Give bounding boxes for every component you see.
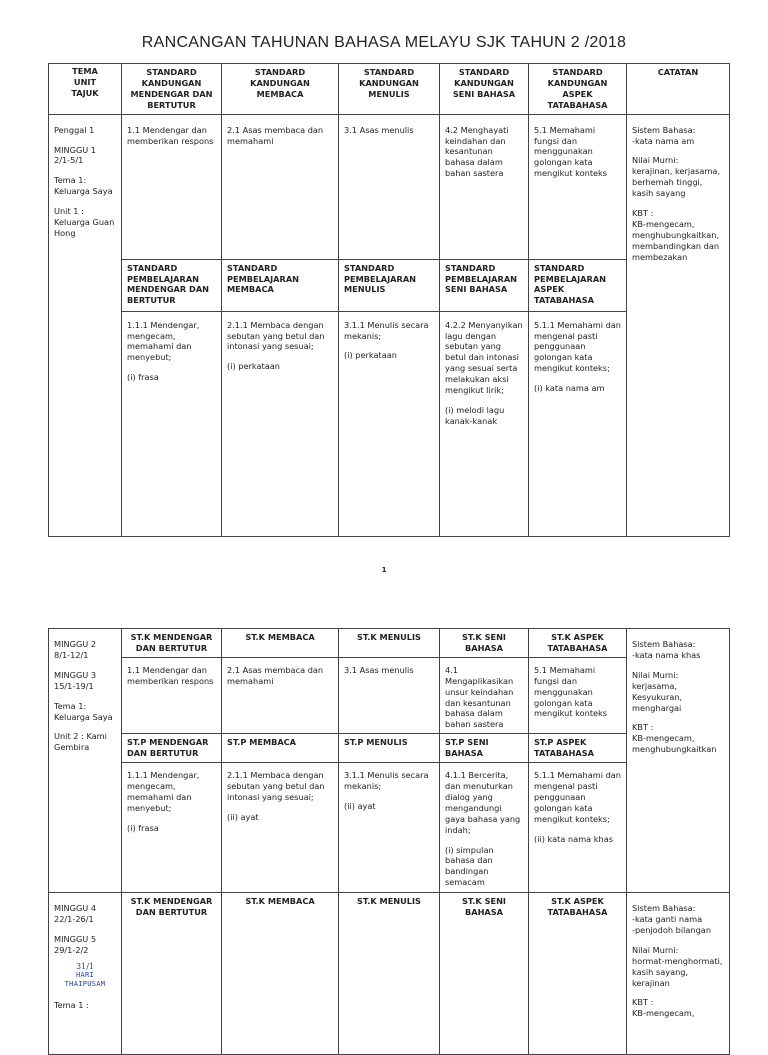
minggu-date: 2/1-5/1 [54, 155, 84, 166]
sp-seni-bahasa [440, 311, 529, 536]
sp-header-membaca: STANDARD PEMBELAJARAN MEMBACA [222, 259, 339, 311]
table-week-1 [48, 63, 730, 537]
sk-tatabahasa: 5.1 Memahami fungsi dan menggunakan golongan kata mengikut konteks [529, 114, 627, 259]
sp-text: 4.2.2 Menyanyikan lagu dengan sebutan yang betul dan intonasi yang sesuai serta melakukan aksi mengikut lirik; [445, 319, 523, 396]
holiday-note [54, 962, 116, 988]
penggal-label: Penggal 1 [54, 124, 95, 135]
minggu-2-date: 8/1-12/1 [54, 649, 89, 660]
stk-mendengar: 1.1 Mendengar dan memberikan respons [122, 657, 222, 733]
tema-label: Tema 1: Keluarga Saya [54, 175, 113, 197]
stk-header-row [49, 629, 730, 658]
catatan-kbt-label: KBT : [632, 208, 654, 219]
sp-header-seni-bahasa: STANDARD PEMBELAJARAN SENI BAHASA [440, 259, 529, 311]
sk-content-row [49, 114, 730, 259]
stk-header-mendengar: ST.K MENDENGAR DAN BERTUTUR [122, 629, 222, 658]
stk-header-menulis: ST.K MENULIS [339, 893, 440, 1055]
sp-text: 1.1.1 Mendengar, mengecam, memahami dan menyebut; [127, 770, 200, 813]
catatan-sistem-label: Sistem Bahasa: [632, 124, 696, 135]
sk-seni-bahasa: 4.2 Menghayati keindahan dan kesantunan bahasa dalam bahan sastera [440, 114, 529, 259]
stp-header-seni-bahasa: ST.P SENI BAHASA [440, 734, 529, 763]
catatan-nilai-item: hormat-menghormati, kasih sayang, kerajinan [632, 955, 723, 988]
stp-mendengar [122, 763, 222, 893]
sp-subitem: (i) perkataan [344, 350, 397, 361]
table-header-row [49, 64, 730, 115]
sp-text: 5.1.1 Memahami dan mengenal pasti penggunaan golongan kata mengikut konteks; [534, 319, 621, 374]
sp-text: 4.1.1 Bercerita, dan menuturkan dialog yang mengandungi gaya bahasa yang indah; [445, 770, 521, 835]
minggu-3-label: MINGGU 3 [54, 669, 97, 680]
sp-subitem: (i) simpulan bahasa dan bandingan semacam [445, 844, 494, 888]
catatan-kbt-label: KBT : [632, 997, 654, 1008]
sp-text: 2.1.1 Membaca dengan sebutan yang betul dan intonasi yang sesuai; [227, 770, 325, 802]
stk-header-row-week-4 [49, 893, 730, 1055]
page-number: 1 [381, 566, 387, 574]
stp-header-membaca: ST.P MEMBACA [222, 734, 339, 763]
catatan-kbt-label: KBT : [632, 722, 654, 733]
stp-menulis [339, 763, 440, 893]
sk-menulis: 3.1 Asas menulis [339, 114, 440, 259]
stp-membaca [222, 763, 339, 893]
stk-header-tatabahasa: ST.K ASPEK TATABAHASA [529, 893, 627, 1055]
header-sk-membaca: STANDARD KANDUNGAN MEMBACA [222, 64, 339, 115]
unit-label: Unit 1 : Keluarga Guan Hong [54, 206, 115, 238]
catatan-kbt-item: KB-mengecam, menghubungkaitkan, membandingkan dan membezakan [632, 218, 720, 262]
sp-header-mendengar: STANDARD PEMBELAJARAN MENDENGAR DAN BERTUTUR [122, 259, 222, 311]
header-sk-tatabahasa: STANDARD KANDUNGAN ASPEK TATABAHASA [529, 64, 627, 115]
catatan-nilai-label: Nilai Murni: [632, 944, 679, 955]
header-sk-seni-bahasa: STANDARD KANDUNGAN SENI BAHASA [440, 64, 529, 115]
catatan-nilai-item: kerjasama, Kesyukuran, menghargai [632, 680, 683, 713]
minggu-cell-week-4 [49, 893, 122, 1055]
sk-membaca: 2.1 Asas membaca dan memahami [222, 114, 339, 259]
minggu-4-date: 22/1-26/1 [54, 913, 94, 924]
sp-text: 2.1.1 Membaca dengan sebutan yang betul dan intonasi yang sesuai; [227, 319, 325, 352]
sp-subitem: (i) frasa [127, 822, 159, 833]
header-sk-mendengar: STANDARD KANDUNGAN MENDENGAR DAN BERTUTUR [122, 64, 222, 115]
stk-header-membaca: ST.K MEMBACA [222, 629, 339, 658]
minggu-cell [49, 629, 122, 893]
catatan-kbt-item: KB-mengecam, [632, 1008, 695, 1019]
stk-header-menulis: ST.K MENULIS [339, 629, 440, 658]
catatan-cell-week-4 [627, 893, 730, 1055]
unit-label: Unit 2 : Kami Gembira [54, 731, 107, 753]
sp-tatabahasa [529, 311, 627, 536]
sp-subitem: (i) kata nama am [534, 383, 605, 394]
sp-subitem: (i) perkataan [227, 361, 280, 372]
stk-header-mendengar: ST.K MENDENGAR DAN BERTUTUR [122, 893, 222, 1055]
stk-membaca: 2.1 Asas membaca dan memahami [222, 657, 339, 733]
catatan-sistem-item: -kata nama am [632, 135, 695, 146]
sp-header-tatabahasa: STANDARD PEMBELAJARAN ASPEK TATABAHASA [529, 259, 627, 311]
catatan-nilai-label: Nilai Murni: [632, 669, 679, 680]
minggu-5-label: MINGGU 5 [54, 933, 97, 944]
stk-header-membaca: ST.K MEMBACA [222, 893, 339, 1055]
tema-cell [49, 114, 122, 536]
document-title: RANCANGAN TAHUNAN BAHASA MELAYU SJK TAHUN 2 /2018 [141, 34, 627, 51]
minggu-3-date: 15/1-19/1 [54, 680, 94, 691]
sp-header-menulis: STANDARD PEMBELAJARAN MENULIS [339, 259, 440, 311]
stk-menulis: 3.1 Asas menulis [339, 657, 440, 733]
sp-menulis [339, 311, 440, 536]
sp-subitem: (ii) ayat [227, 811, 259, 822]
sp-text: 1.1.1 Mendengar, mengecam, memahami dan menyebut; [127, 319, 200, 363]
catatan-cell [627, 114, 730, 536]
sp-text: 5.1.1 Memahami dan mengenal pasti penggunaan golongan kata mengikut konteks; [534, 770, 621, 824]
stk-tatabahasa: 5.1 Memahami fungsi dan menggunakan golongan kata mengikut konteks [529, 657, 627, 733]
catatan-sistem-label: Sistem Bahasa: [632, 903, 696, 914]
stk-header-seni-bahasa: ST.K SENI BAHASA [440, 629, 529, 658]
tema-label: Tema 1: Keluarga Saya [54, 700, 113, 722]
header-catatan: CATATAN [627, 64, 730, 115]
holiday-date: 31/1 [76, 961, 94, 971]
header-sk-menulis: STANDARD KANDUNGAN MENULIS [339, 64, 440, 115]
catatan-nilai-item: kerajinan, kerjasama, berhemah tinggi, kasih sayang [632, 166, 721, 199]
catatan-nilai-label: Nilai Murni: [632, 155, 679, 166]
minggu-2-label: MINGGU 2 [54, 639, 97, 649]
catatan-sistem-item-2: -penjodoh bilangan [632, 924, 712, 935]
catatan-kbt-item: KB-mengecam, menghubungkaitkan [632, 733, 717, 755]
sk-mendengar: 1.1 Mendengar dan memberikan respons [122, 114, 222, 259]
catatan-cell [627, 629, 730, 893]
stp-tatabahasa [529, 763, 627, 893]
sp-subitem: (i) melodi lagu kanak-kanak [445, 404, 505, 426]
minggu-label: MINGGU 1 [54, 144, 97, 155]
tema-label: Tema 1 : [54, 1000, 89, 1011]
sp-membaca [222, 311, 339, 536]
sp-subitem: (i) frasa [127, 372, 159, 383]
stk-header-seni-bahasa: ST.K SENI BAHASA [440, 893, 529, 1055]
catatan-sistem-label: Sistem Bahasa: [632, 639, 696, 649]
sp-subitem: (ii) ayat [344, 800, 376, 811]
catatan-sistem-item-1: -kata ganti nama [632, 913, 703, 924]
holiday-name: HARI THAIPUSAM [64, 971, 106, 988]
stp-header-tatabahasa: ST.P ASPEK TATABAHASA [529, 734, 627, 763]
stp-header-mendengar: ST.P MENDENGAR DAN BERTUTUR [122, 734, 222, 763]
stk-seni-bahasa: 4.1 Mengaplikasikan unsur keindahan dan kesantunan bahasa dalam bahan sastera [440, 657, 529, 733]
minggu-4-label: MINGGU 4 [54, 903, 97, 914]
header-tema: TEMA UNIT TAJUK [49, 64, 122, 115]
sp-subitem: (ii) kata nama khas [534, 833, 614, 844]
minggu-5-date: 29/1-2/2 [54, 944, 89, 955]
catatan-sistem-item: -kata nama khas [632, 649, 701, 660]
sp-mendengar [122, 311, 222, 536]
stk-header-tatabahasa: ST.K ASPEK TATABAHASA [529, 629, 627, 658]
stp-header-menulis: ST.P MENULIS [339, 734, 440, 763]
sp-text: 3.1.1 Menulis secara mekanis; [344, 770, 429, 791]
sp-text: 3.1.1 Menulis secara mekanis; [344, 319, 429, 341]
stp-seni-bahasa [440, 763, 529, 893]
table-week-2-5 [48, 628, 730, 1055]
